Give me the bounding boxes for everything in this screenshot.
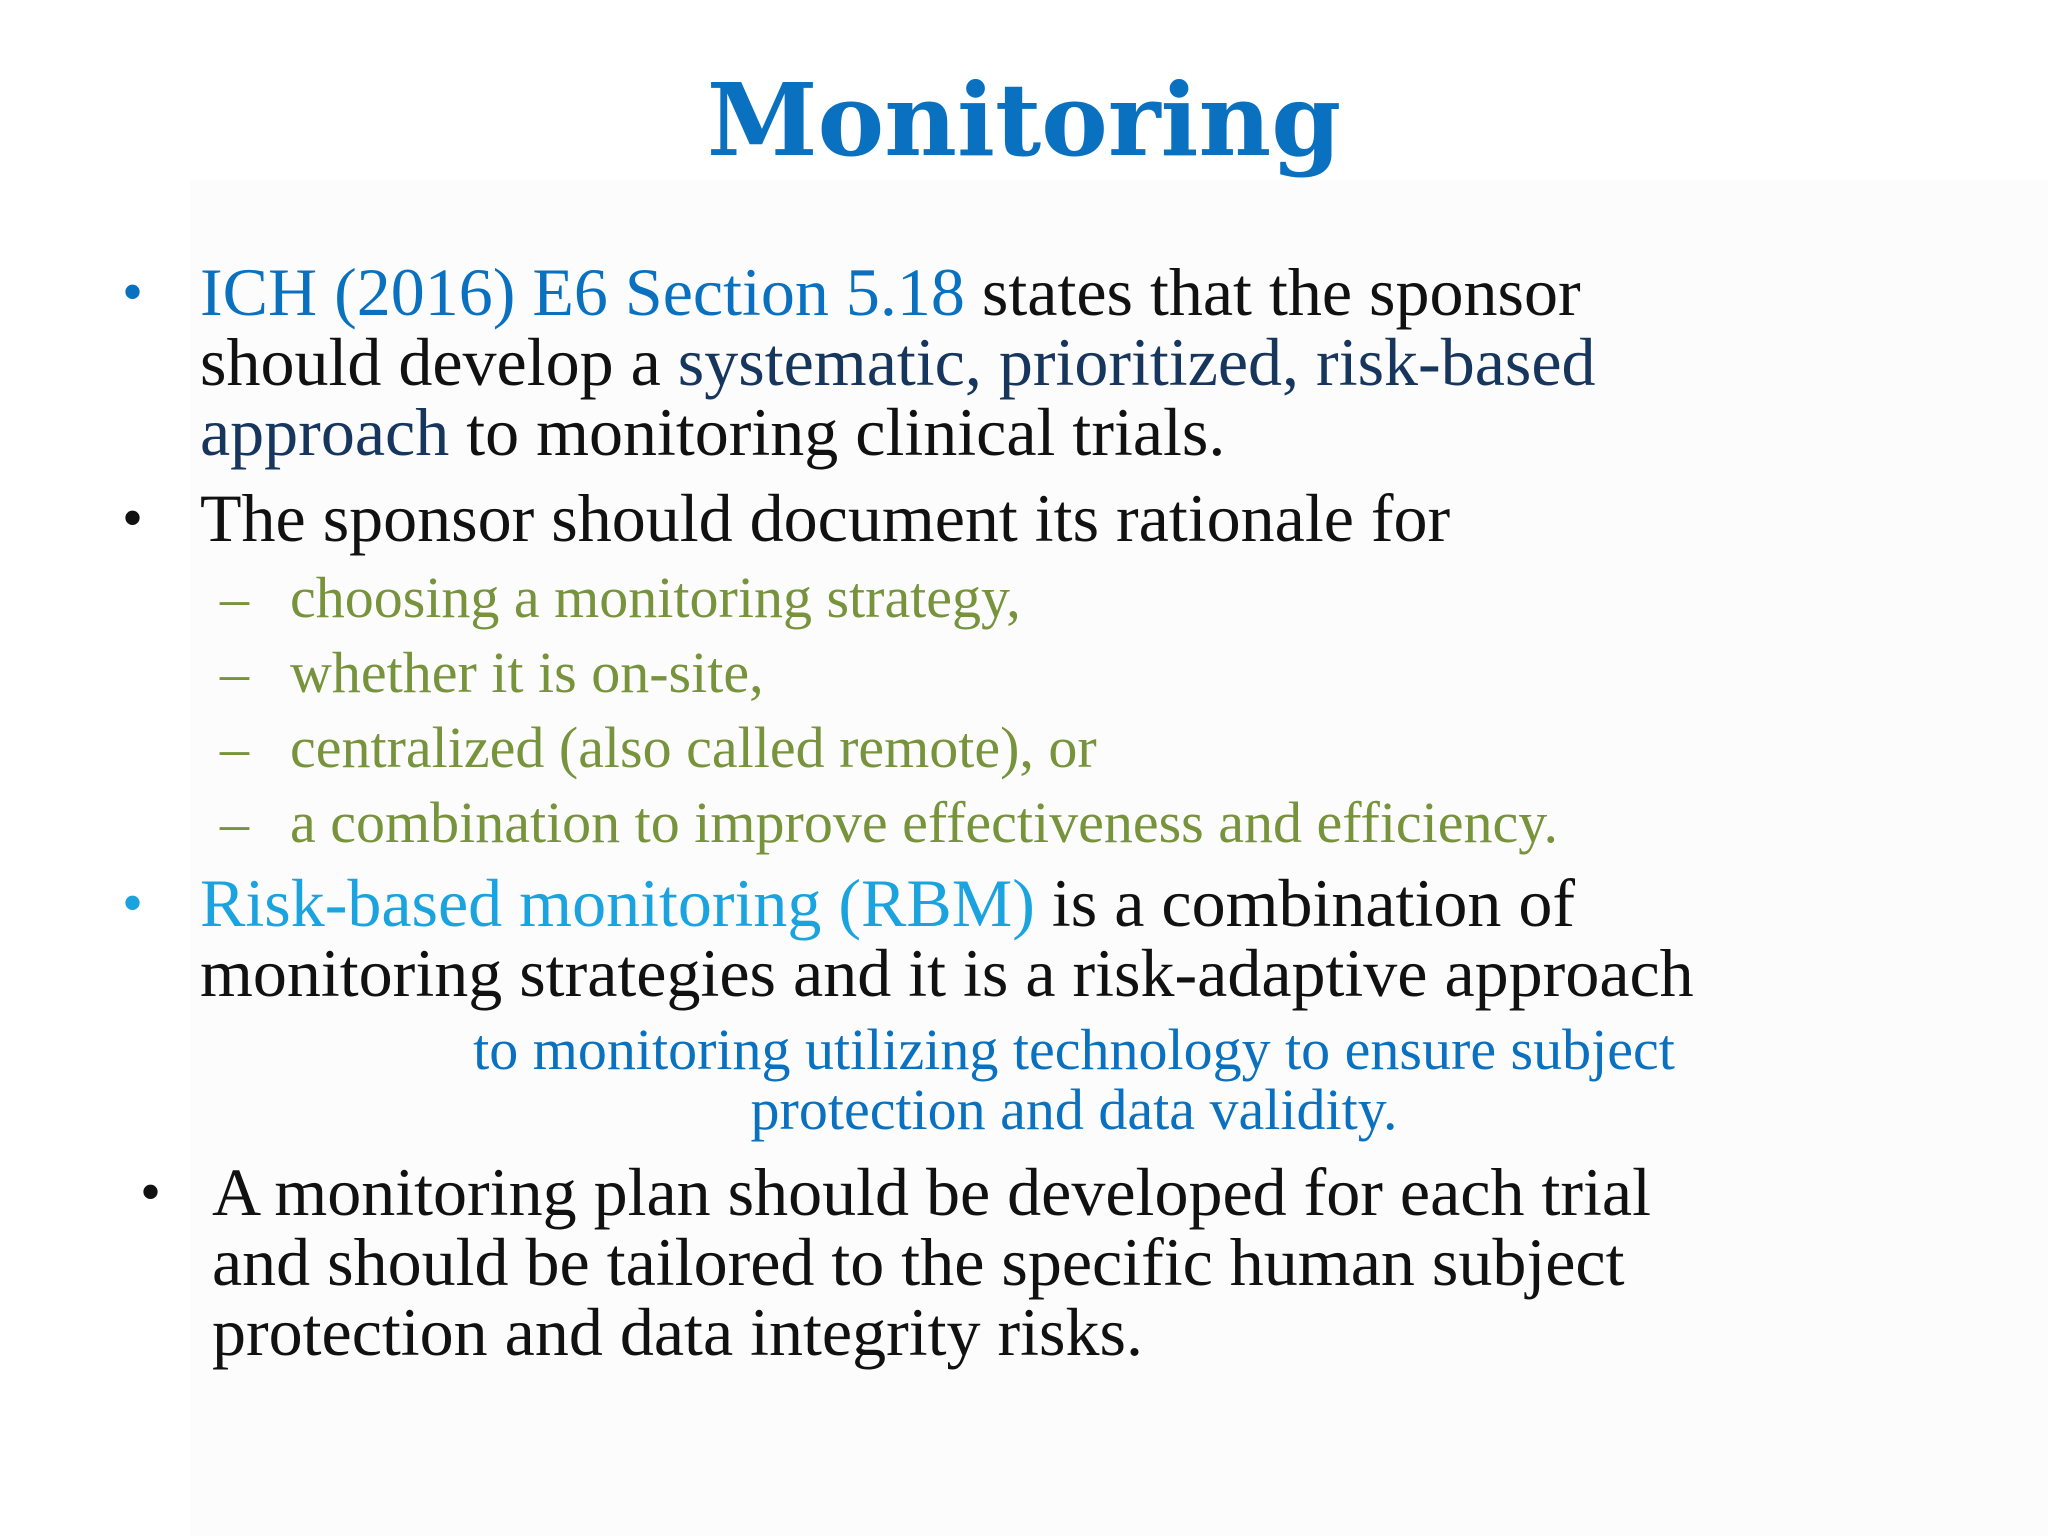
bullet-line <box>200 254 2000 330</box>
continuation-line: protection and data validity. <box>750 1077 1398 1142</box>
approach-highlight: approach <box>200 394 450 470</box>
sub-item-text: a combination to improve effectiveness and efficiency. <box>290 790 1559 855</box>
bullet-text: and should be tailored to the specific human subject <box>212 1224 1625 1300</box>
bullet-text: is a combination of <box>1034 865 1575 941</box>
bullet-text: should develop a <box>200 324 678 400</box>
bullet-text: The sponsor should document its rationale for <box>200 480 1451 556</box>
bullet-rbm <box>122 865 2000 1011</box>
dash-marker: – <box>220 790 249 855</box>
rbm-continuation <box>50 1017 2048 1142</box>
bullet-text: protection and data integrity risks. <box>212 1294 1143 1370</box>
dash-marker: – <box>220 565 249 630</box>
sub-item-text: centralized (also called remote), or <box>290 715 1097 780</box>
dash-marker: – <box>220 640 249 705</box>
bullet-dot: • <box>122 259 144 325</box>
rbm-term: Risk-based monitoring (RBM) <box>200 865 1035 941</box>
bullet-monitoring-plan <box>140 1154 2012 1370</box>
bullet-dot: • <box>122 870 144 936</box>
ich-reference: ICH (2016) E6 Section 5.18 <box>200 254 965 330</box>
bullet-dot: • <box>122 485 144 551</box>
bullet-line <box>200 865 2000 941</box>
bullet-sponsor-rationale <box>122 480 2000 556</box>
sub-item <box>220 635 764 710</box>
bullet-text: to monitoring clinical trials. <box>449 394 1226 470</box>
bullet-ich-section <box>122 254 2000 470</box>
sub-item <box>220 710 1097 785</box>
continuation-line: to monitoring utilizing technology to ensure subject <box>473 1017 1675 1082</box>
approach-highlight: systematic, prioritized, risk-based <box>677 324 1596 400</box>
bullet-text: A monitoring plan should be developed for each trial <box>212 1154 1651 1230</box>
bullet-line <box>200 324 2000 400</box>
bullet-text: monitoring strategies and it is a risk-adaptive approach <box>200 935 1694 1011</box>
dash-marker: – <box>220 715 249 780</box>
bullet-dot: • <box>140 1159 162 1225</box>
sub-item-text: whether it is on-site, <box>290 640 764 705</box>
bullet-line <box>200 394 2000 470</box>
sub-item <box>220 785 1559 860</box>
bullet-text: states that the sponsor <box>964 254 1581 330</box>
sub-item <box>220 560 1021 635</box>
sub-item-text: choosing a monitoring strategy, <box>290 565 1021 630</box>
slide-title: Monitoring <box>706 61 1342 179</box>
